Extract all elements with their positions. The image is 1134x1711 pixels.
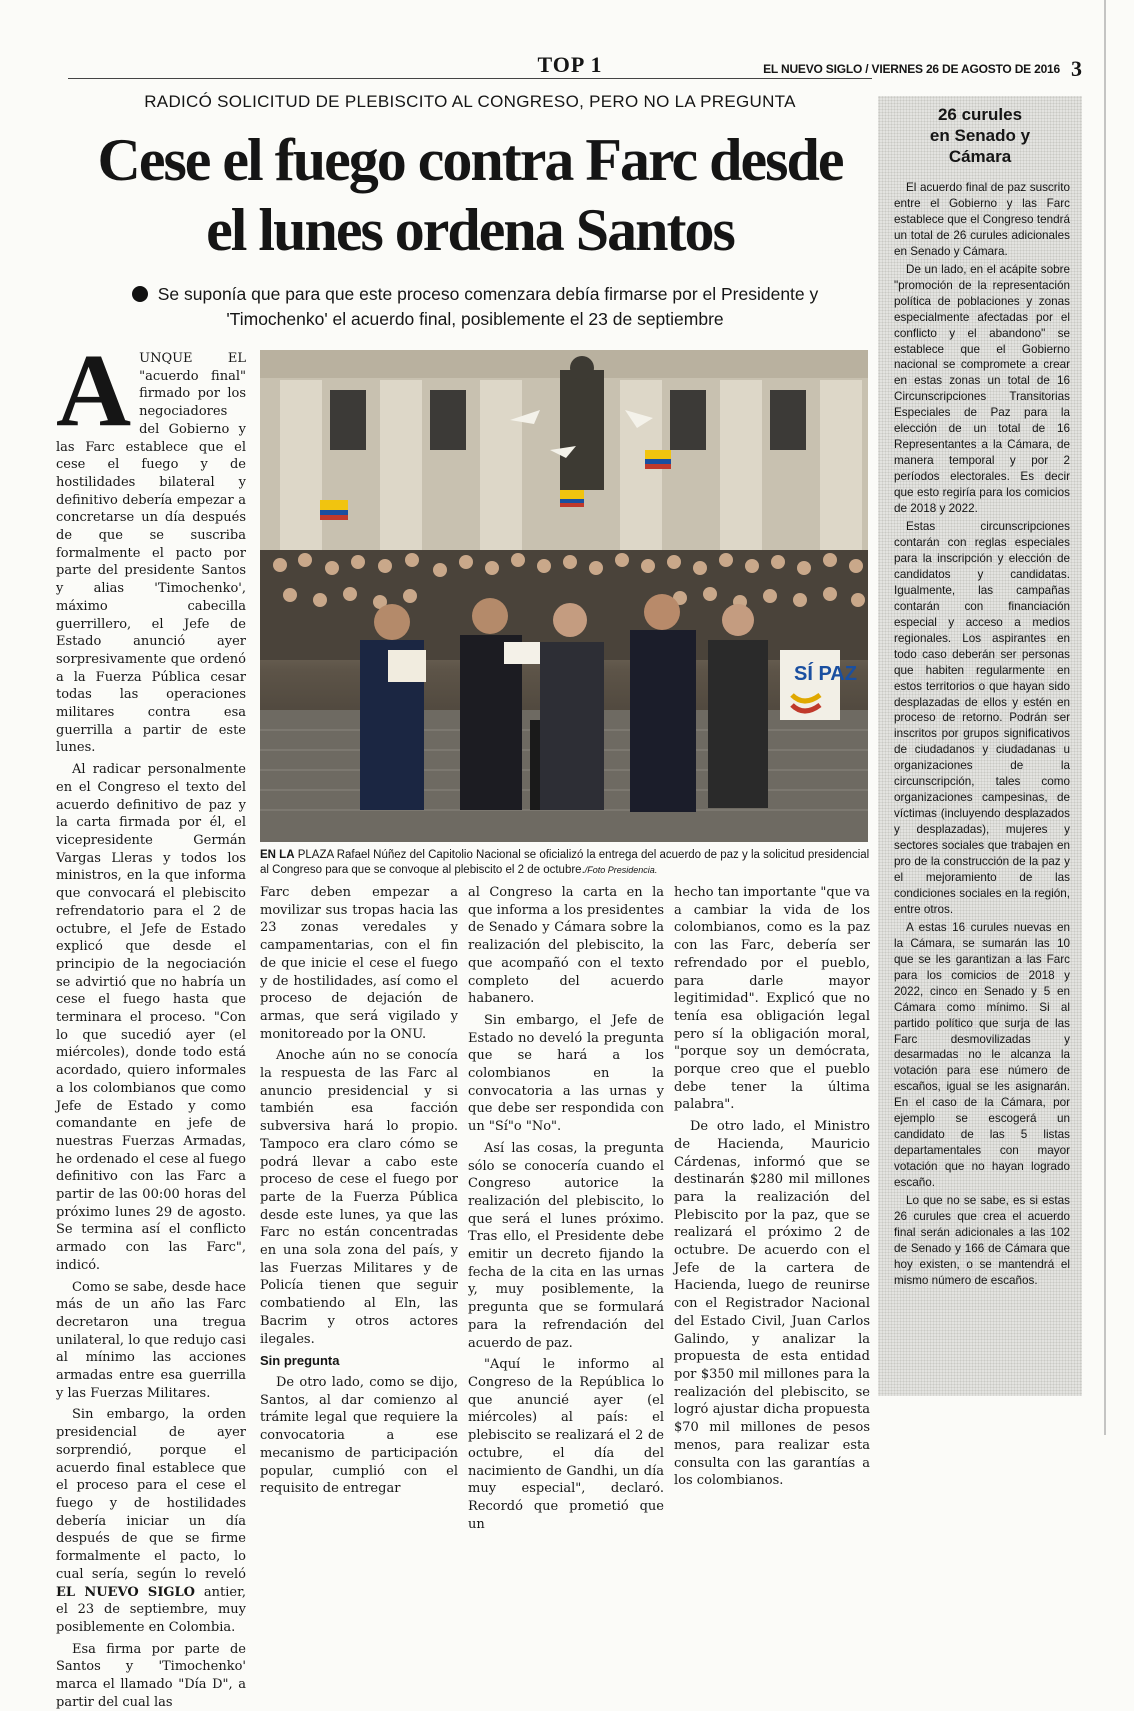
newspaper-name: EL NUEVO SIGLO bbox=[56, 1584, 195, 1600]
paragraph: Así las cosas, la pregunta sólo se conocería cuando el Congreso autorice la realización del plebiscito, lo que será el lunes próximo. Tras ello, el Presidente debe emitir un decreto fijando la fecha de la cita en las urnas y, muy posiblemente, la pregunta que se formulará para la refrendación del acuerdo de paz. bbox=[468, 1140, 664, 1351]
paragraph-text: antier, el 23 de septiembre, muy posiblemente en Colombia. bbox=[56, 1584, 246, 1635]
paragraph-text: Sin embargo, la orden presidencial de ayer sorprendió, porque el acuerdo final establece que el proceso para el cese el fuego y de hostilidades debería iniciar un día después de que se firme formalmente el pacto, lo cual sería, según lo reveló bbox=[56, 1407, 246, 1582]
article-column-2 bbox=[260, 884, 458, 1497]
section-label: TOP 1 bbox=[537, 52, 603, 77]
dropcap: A bbox=[56, 333, 132, 448]
sidebar-text bbox=[894, 180, 1070, 1380]
photo-credit: /Foto Presidencia. bbox=[584, 865, 658, 875]
article-kicker: RADICÓ SOLICITUD DE PLEBISCITO AL CONGRESO, PERO NO LA PREGUNTA bbox=[144, 92, 796, 111]
sidebar-paragraph: De un lado, en el acápite sobre "promoción de la representación política de poblaciones y zonas especialmente afectadas por el conflicto y el abandono" se establece que el Gobierno nacional se compromete a crear en estas zonas un total de 16 Circunscripciones Transitorias Especiales de Paz para la elección de un total de 16 Representantes a la Cámara, de manera temporal y por 2 períodos electorales. Es decir que esto regiría para los comicios de 2018 y 2022. bbox=[894, 262, 1070, 516]
article-subhead bbox=[95, 282, 855, 332]
paragraph bbox=[56, 1406, 246, 1636]
subhead-text: Se suponía que para que este proceso comenzara debía firmarse por el Presidente y 'Timochenko' el acuerdo final, posiblemente el 23 de septiembre bbox=[157, 284, 819, 329]
paragraph: "Aquí le informo al Congreso de la República lo que anuncié ayer (el miércoles) al país: el plebiscito se realizará el 2 de octubre, el día del nacimiento de Gandhi, un día muy especial", declaró. Recordó que prometió que un bbox=[468, 1357, 664, 1532]
si-paz-sign: SÍ PAZ bbox=[794, 663, 857, 685]
article-headline bbox=[68, 125, 872, 265]
paragraph: hecho tan importante "que va a cambiar la vida de los colombianos, como es la paz con las Farc, debería ser refrendado por el pueblo, para darle mayor legitimidad". Explicó que no tenía esa obligación legal pero sí la obligación moral, "porque soy un demócrata, porque creo que el pueblo debe tener la última palabra". bbox=[674, 885, 870, 1113]
crowd-photo-illustration bbox=[260, 350, 868, 842]
caption-text: PLAZA Rafael Núñez del Capitolio Nacional se oficializó la entrega del acuerdo de paz y la solicitud presidencial al Congreso para que se convoque al plebiscito el 2 de octubre. bbox=[260, 849, 870, 876]
sidebar-title-line-3: Cámara bbox=[948, 147, 1012, 166]
paragraph-text: UNQUE EL "acuerdo final" firmado por los negociadores del Gobierno y las Farc establece que el cese el fuego y de hostilidades bilateral y definitivo debería empezar a concretarse un día después de que se suscriba formalmente el pacto por parte del presidente Santos y alias 'Timochenko', máximo cabecilla guerrillero, el Jefe de Estado anunció ayer sorpresivamente que ordenó a la Fuerza Pública cesar todas las operaciones militares contra esa guerrilla a partir de este lunes. bbox=[56, 351, 246, 756]
page-edge bbox=[1104, 0, 1106, 1435]
paragraph: Como se sabe, desde hace más de un año las Farc decretaron una tregua unilateral, lo que redujo casi al mínimo las acciones armadas entre esa guerrilla y las Fuerzas Militares. bbox=[56, 1279, 246, 1401]
caption-lead: EN LA bbox=[260, 849, 295, 861]
sidebar-paragraph: Lo que no se sabe, es si estas 26 curules que crea el acuerdo final serán adicionales a las 102 de Senado y 166 de Cámara que hoy existen, o se mantendrá el mismo número de escaños. bbox=[894, 1194, 1070, 1287]
sidebar-paragraph: El acuerdo final de paz suscrito entre el Gobierno y las Farc establece que el Congreso tendrá un total de 26 curules adicionales en Senado y Cámara. bbox=[894, 181, 1070, 258]
headline-line-1: Cese el fuego contra Farc desde bbox=[97, 127, 843, 193]
sidebar-title-line-1: 26 curules bbox=[937, 105, 1023, 124]
sidebar-title-line-2: en Senado y bbox=[929, 126, 1031, 145]
bullet-icon bbox=[132, 286, 148, 302]
header-rule bbox=[68, 78, 872, 79]
paragraph: De otro lado, el Ministro de Hacienda, Mauricio Cárdenas, informó que se destinarán $280 mil millones para la realización del Plebiscito por la paz, que se realizará el próximo 2 de octubre. De acuerdo con el Jefe de la cartera de Hacienda, luego de reunirse con el Registrador Nacional del Estado Civil, Juan Carlos Galindo, y analizar la propuesta de esta entidad por $350 mil millones para la realización del plebiscito, se logró ajustar dicha propuesta $70 mil millones de pesos menos, para realizar esta consulta con las garantías a los colombianos. bbox=[674, 1119, 870, 1489]
paragraph: Farc deben empezar a movilizar sus tropas hacia las 23 zonas veredales y campamentarias, con el fin de que inicie el cese el fuego y de hostilidades, así como el proceso de dejación de armas, que será vigilado y monitoreado por la ONU. bbox=[260, 885, 458, 1042]
paragraph: De otro lado, como se dijo, Santos, al dar comienzo al trámite legal que requiere la convocatoria a ese mecanismo de participación popular, cumplió con el requisito de entregar bbox=[260, 1374, 458, 1497]
paragraph: Al radicar personalmente en el Congreso el texto del acuerdo definitivo de paz y la carta firmada por él, el vicepresidente Germán Vargas Lleras y todos los ministros, en la que informa que convocará el plebiscito refrendatorio para el 2 de octubre, el Jefe de Estado explicó que desde el principio de la negociación se advirtió que no habría un cese el fuego hasta que terminara el proceso. "Con lo que sucedió ayer (el miércoles), donde todo está acordado, quiero informales a los colombianos que como Jefe de Estado y como comandante en jefe de nuestras Fuerzas Armadas, he ordenado el cese al fuego definitivo con las Farc a partir de las 00:00 horas del próximo lunes 29 de agosto. Se termina así el conflicto armado con las Farc", indicó. bbox=[56, 762, 246, 1273]
article-column-1 bbox=[56, 333, 246, 1710]
sidebar-paragraph: A estas 16 curules nuevas en la Cámara, se sumarán las 10 que se les garantizan a las Farc para los comicios de 2018 y 2022, cinco en Senado y 5 en Cámara como mínimo. Si al partido político que surja de las Farc desmovilizadas y desarmadas no le alcanza la votación para ese número de escaños, igual se les asignarán. En el caso de la Cámara, por ejemplo se escogerá un candidato de las 5 listas departamentales con mayor votación que no hayan logrado escaño. bbox=[894, 920, 1070, 1190]
headline-line-2: el lunes ordena Santos bbox=[206, 197, 734, 263]
section-subtitle: Sin pregunta bbox=[260, 1353, 340, 1369]
paragraph bbox=[56, 333, 246, 757]
photo-caption bbox=[260, 848, 870, 878]
paragraph: Anoche aún no se conocía la respuesta de las Farc al anuncio presidencial y si también esa facción subversiva hará lo propio. Tampoco era claro cómo se podrá llevar a cabo este proceso de cese el fuego por parte de la Fuerza Pública desde este lunes, ya que las Farc no están concentradas en una sola zona del país, y las Fuerzas Militares y de Policía tienen que seguir combatiendo al Eln, las Bacrim y otros actores ilegales. bbox=[260, 1048, 458, 1347]
paragraph: Esa firma por parte de Santos y 'Timochenko' marca el llamado "Día D", a partir del cual las bbox=[56, 1641, 246, 1710]
paragraph: al Congreso la carta en la que informa a los presidentes de Senado y Cámara sobre la realización del plebiscito, la que acompañó con el texto completo del acuerdo habanero. bbox=[468, 885, 664, 1007]
paragraph: Sin embargo, el Jefe de Estado no develó la pregunta que se hará a los colombianos en la convocatoria a las urnas y que debe ser respondida con un "Sí"o "No". bbox=[468, 1012, 664, 1135]
article-column-3 bbox=[468, 884, 664, 1532]
page-number: 3 bbox=[1071, 56, 1082, 81]
article-column-4 bbox=[674, 884, 870, 1489]
sidebar-paragraph: Estas circunscripciones contarán con reglas especiales para la inscripción y elección de candidatos y candidatas. Igualmente, las campañas contarán con financiación especial y acceso a medios regionales. Los aspirantes en todo caso deberán ser personas que habiten regularmente en estos territorios o que hayan sido desplazadas de ellos y estén en proceso de retorno. Podrán ser inscritos por grupos significativos de ciudadanos y ciudadanas u organizaciones de la circunscripción, tales como organizaciones campesinas, de víctimas (incluyendo desplazados y desplazadas), mujeres y sectores sociales que trabajen en pro de la construcción de la paz y el mejoramiento de las condiciones sociales en la región, entre otros. bbox=[894, 520, 1070, 916]
masthead-dateline: EL NUEVO SIGLO / VIERNES 26 DE AGOSTO DE 2016 bbox=[763, 62, 1060, 76]
article-photo bbox=[260, 350, 868, 842]
sidebar-title bbox=[878, 104, 1082, 167]
